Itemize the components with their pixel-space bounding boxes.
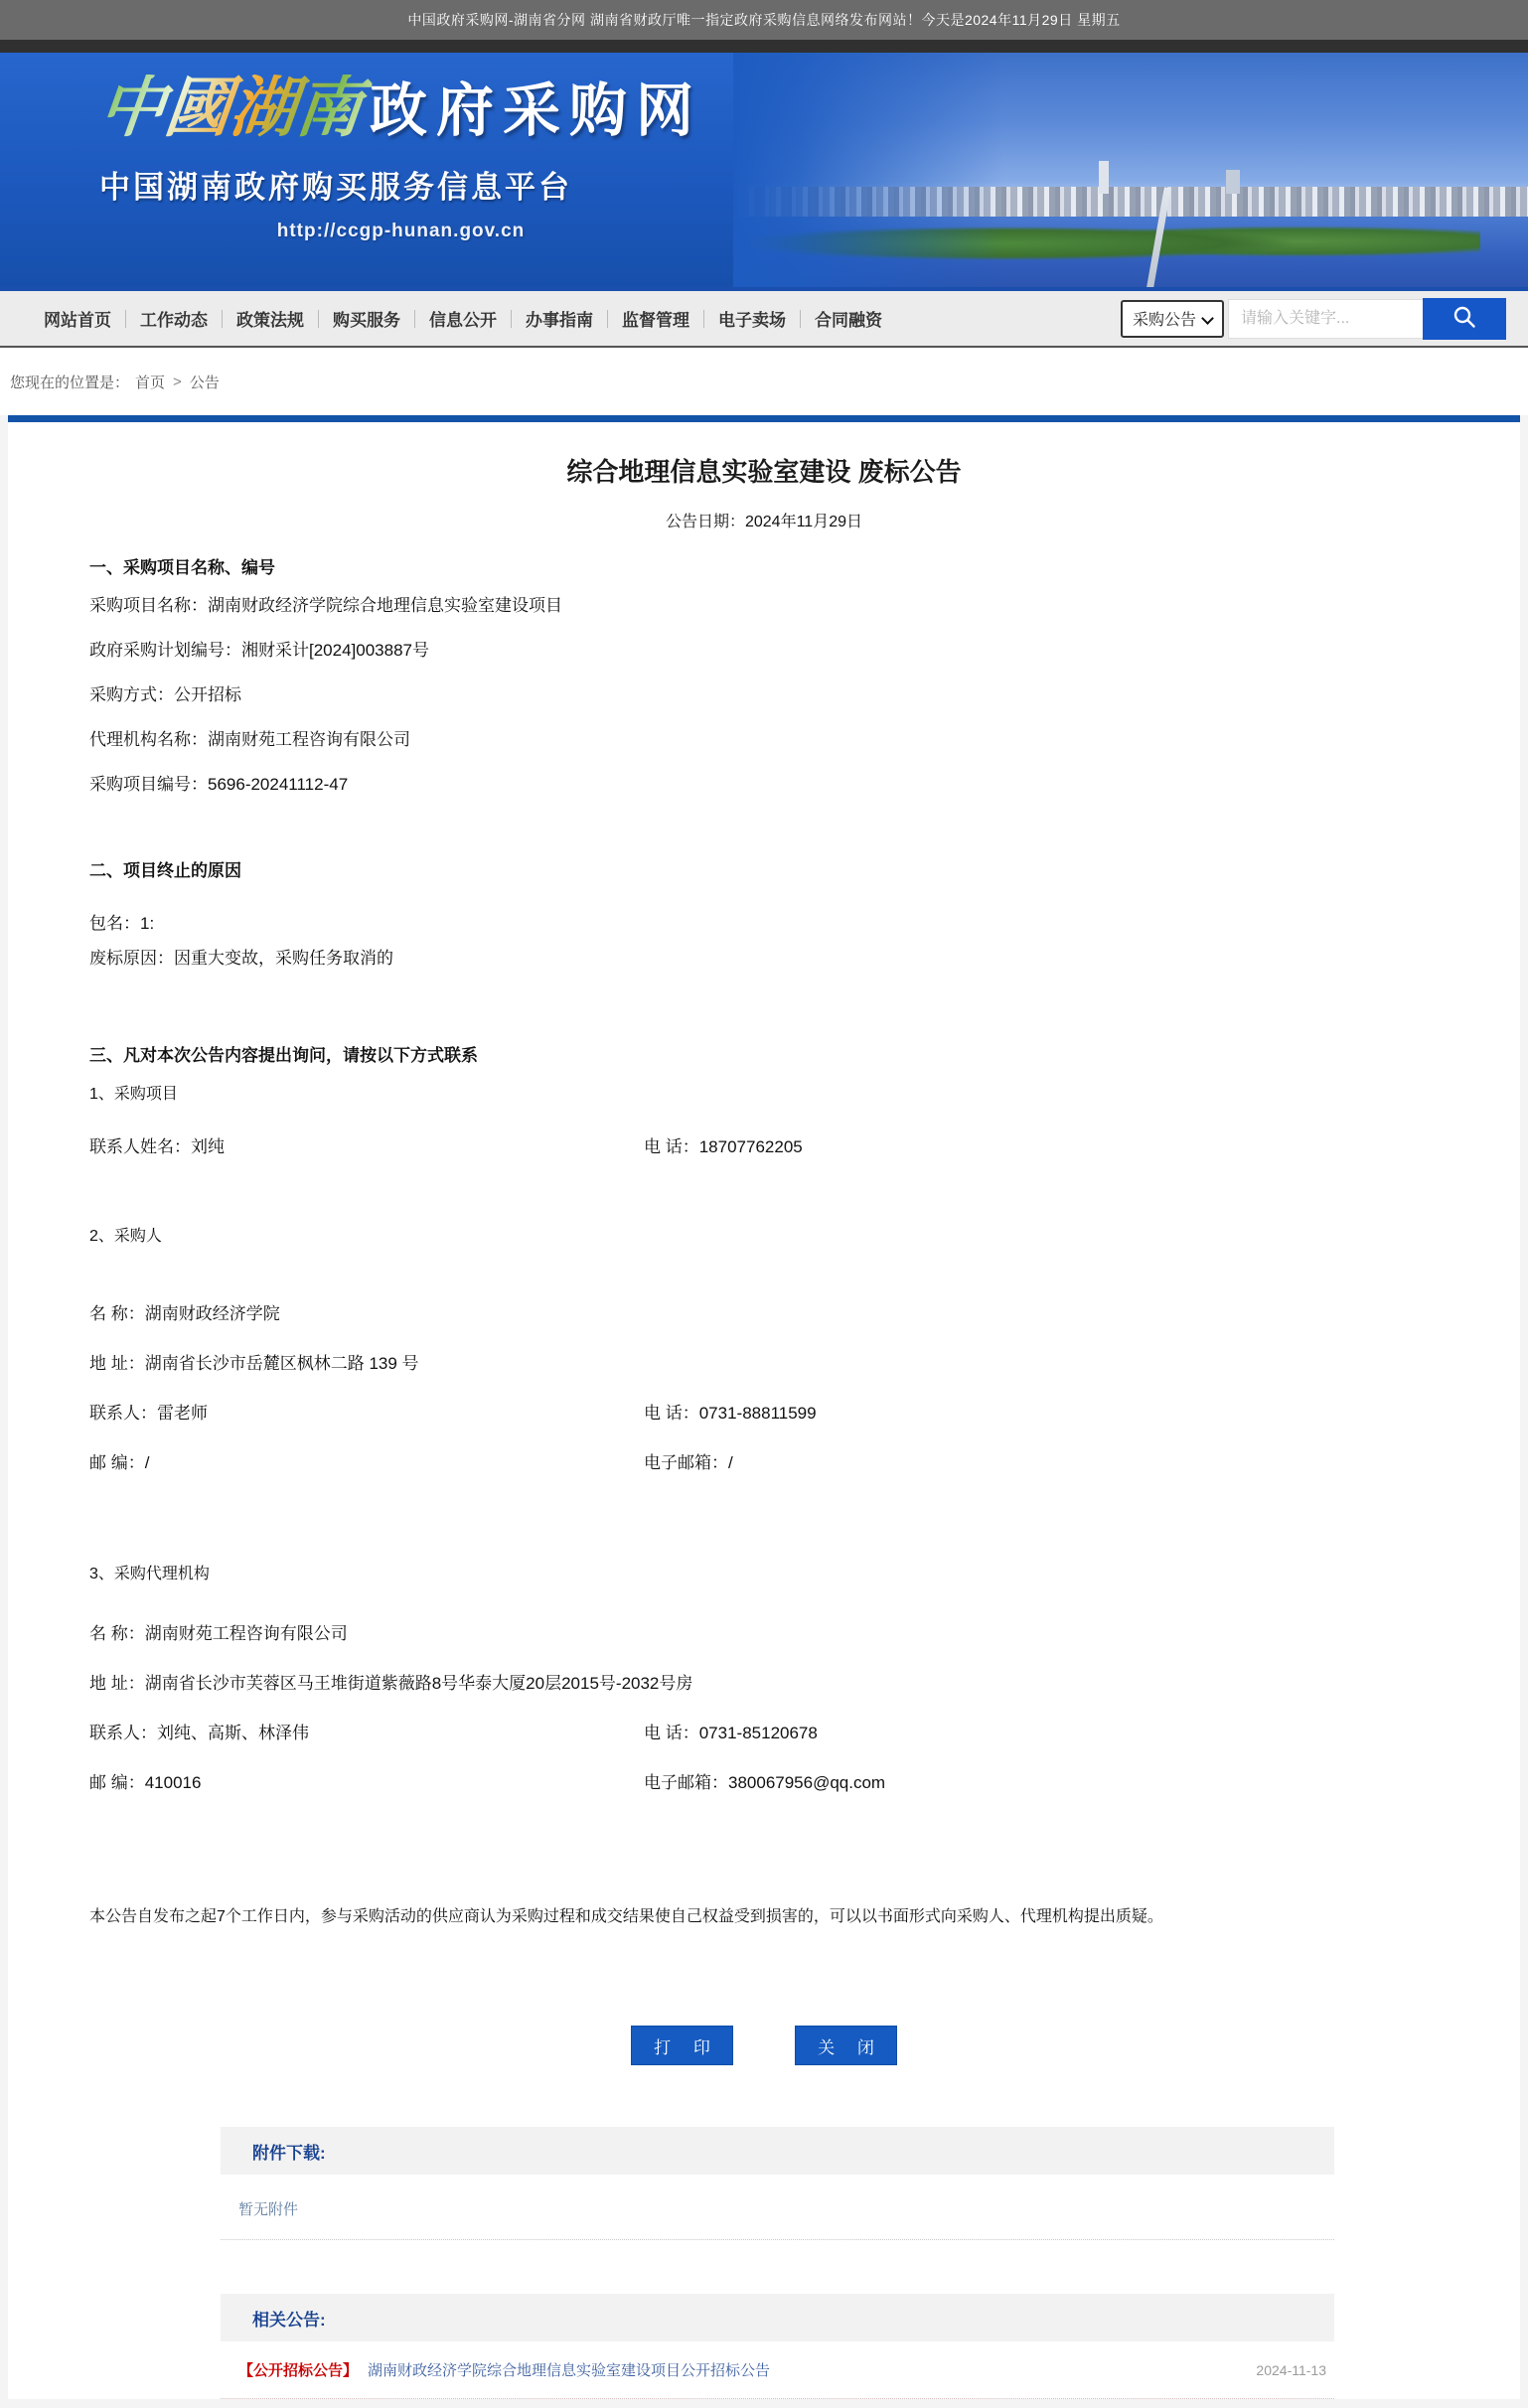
buyer-contact-row xyxy=(89,1386,1451,1435)
buyer-name-line: 名 称：湖南财政经济学院 xyxy=(89,1303,280,1323)
search-button[interactable] xyxy=(1423,298,1506,340)
search-icon xyxy=(1452,304,1477,333)
main-nav xyxy=(0,291,1528,348)
site-logo xyxy=(95,71,703,242)
breadcrumb-prefix: 您现在的位置是： xyxy=(10,374,130,391)
nav-item-policy[interactable]: 政策法规 xyxy=(236,311,304,330)
related-item-tag: 【公开招标公告】 xyxy=(238,2362,359,2379)
agency-name-line: 代理机构名称：湖南财苑工程咨询有限公司 xyxy=(89,730,410,749)
nav-item-news[interactable]: 工作动态 xyxy=(140,311,208,330)
site-subtitle: 中国湖南政府购买服务信息平台 xyxy=(99,170,572,205)
related-heading: 相关公告: xyxy=(221,2294,1334,2341)
attachments-empty-text: 暂无附件 xyxy=(221,2175,1334,2240)
buyer-zip: 邮 编：/ xyxy=(89,1452,150,1472)
nav-item-contract-finance[interactable]: 合同融资 xyxy=(815,311,882,330)
sub2-heading: 2、采购人 xyxy=(89,1228,162,1245)
related-item-date: 2024-11-13 xyxy=(1256,2361,1326,2378)
agency-contact: 联系人：刘纯、高斯、林泽伟 xyxy=(89,1723,309,1742)
buyer-contact: 联系人：雷老师 xyxy=(89,1403,208,1423)
nav-item-guide[interactable]: 办事指南 xyxy=(526,311,593,330)
close-button[interactable]: 关 闭 xyxy=(795,2026,897,2065)
action-buttons xyxy=(8,2026,1520,2065)
section2-heading: 二、项目终止的原因 xyxy=(89,861,241,880)
buyer-email: 电子邮箱：/ xyxy=(644,1452,733,1472)
chevron-down-icon xyxy=(1203,313,1214,324)
package-name-line: 包名：1: xyxy=(89,914,155,933)
buyer-zip-row xyxy=(89,1435,1451,1485)
site-notice-bar xyxy=(0,0,1528,40)
section3-heading: 三、凡对本次公告内容提出询问，请按以下方式联系 xyxy=(89,1046,478,1065)
project-name-line: 采购项目名称：湖南财政经济学院综合地理信息实验室建设项目 xyxy=(89,596,562,615)
page-title: 综合地理信息实验室建设 废标公告 xyxy=(566,457,962,487)
breadcrumb-separator: > xyxy=(173,373,182,390)
nav-item-emall[interactable]: 电子卖场 xyxy=(718,311,786,330)
nav-item-supervision[interactable]: 监督管理 xyxy=(622,311,689,330)
agency-address-line: 地 址：湖南省长沙市芙蓉区马王堆街道紫薇路8号华泰大厦20层2015号-2032号房 xyxy=(89,1673,693,1693)
agency-contact-row xyxy=(89,1706,1451,1755)
sub1-heading: 1、采购项目 xyxy=(89,1086,178,1103)
plan-number-line: 政府采购计划编号：湘财采计[2024]003887号 xyxy=(89,641,429,660)
agency-email: 电子邮箱：380067956@qq.com xyxy=(644,1772,886,1792)
buyer-phone: 电 话：0731-88811599 xyxy=(644,1403,817,1423)
objection-note: 本公告自发布之起7个工作日内，参与采购活动的供应商认为采购过程和成交结果使自己权益受到损害的，可以以书面形式向采购人、代理机构提出质疑。 xyxy=(89,1908,1163,1925)
agency-zip: 邮 编：410016 xyxy=(89,1772,202,1792)
attachments-box xyxy=(221,2127,1334,2240)
section1-heading: 一、采购项目名称、编号 xyxy=(89,558,275,577)
buyer-address-line: 地 址：湖南省长沙市岳麓区枫林二路 139 号 xyxy=(89,1353,419,1373)
category-select[interactable] xyxy=(1121,300,1224,338)
site-url: http://ccgp-hunan.gov.cn xyxy=(276,221,526,241)
breadcrumb xyxy=(0,348,1528,415)
search-input[interactable] xyxy=(1228,299,1423,339)
sub1-contact-row xyxy=(89,1123,1451,1167)
nav-item-info-disclosure[interactable]: 信息公开 xyxy=(429,311,497,330)
search-bar xyxy=(1121,298,1506,340)
procurement-method-line: 采购方式：公开招标 xyxy=(89,685,241,704)
announcement-body xyxy=(8,557,1520,1934)
site-notice-text: 中国政府采购网-湖南省分网 湖南省财政厅唯一指定政府采购信息网络发布网站！今天是2024年11月29日 星期五 xyxy=(407,12,1121,28)
nav-item-home[interactable]: 网站首页 xyxy=(44,311,111,330)
announcement-card xyxy=(8,415,1520,2399)
attachments-heading: 附件下载: xyxy=(221,2127,1334,2175)
breadcrumb-home-link[interactable]: 首页 xyxy=(135,374,166,391)
related-item xyxy=(221,2341,1334,2399)
related-item-link[interactable]: 湖南财政经济学院综合地理信息实验室建设项目公开招标公告 xyxy=(368,2362,771,2379)
print-button[interactable]: 打 印 xyxy=(631,2026,733,2065)
sub1-phone: 电 话：18707762205 xyxy=(644,1137,803,1156)
nav-item-purchase-service[interactable]: 购买服务 xyxy=(333,311,400,330)
city-photo xyxy=(733,53,1528,287)
related-box xyxy=(221,2294,1334,2399)
project-number-line: 采购项目编号：5696-20241112-47 xyxy=(89,775,349,794)
announcement-date: 公告日期：2024年11月29日 xyxy=(665,514,862,530)
cancel-reason-line: 废标原因：因重大变故，采购任务取消的 xyxy=(89,949,393,968)
agency-phone: 电 话：0731-85120678 xyxy=(644,1723,818,1742)
breadcrumb-current[interactable]: 公告 xyxy=(189,374,220,391)
sub1-contact: 联系人姓名：刘纯 xyxy=(89,1137,225,1156)
city-photo-fade xyxy=(733,53,1528,287)
agency-zip-row xyxy=(89,1755,1451,1805)
logo-calligraphy: 中國湖南 xyxy=(96,75,374,140)
agency-name-line2: 名 称：湖南财苑工程咨询有限公司 xyxy=(89,1623,348,1643)
site-banner xyxy=(0,40,1528,291)
sub3-heading: 3、采购代理机构 xyxy=(89,1566,210,1582)
logo-title: 政府采购网 xyxy=(370,78,703,143)
category-select-value: 采购公告 xyxy=(1132,312,1196,329)
